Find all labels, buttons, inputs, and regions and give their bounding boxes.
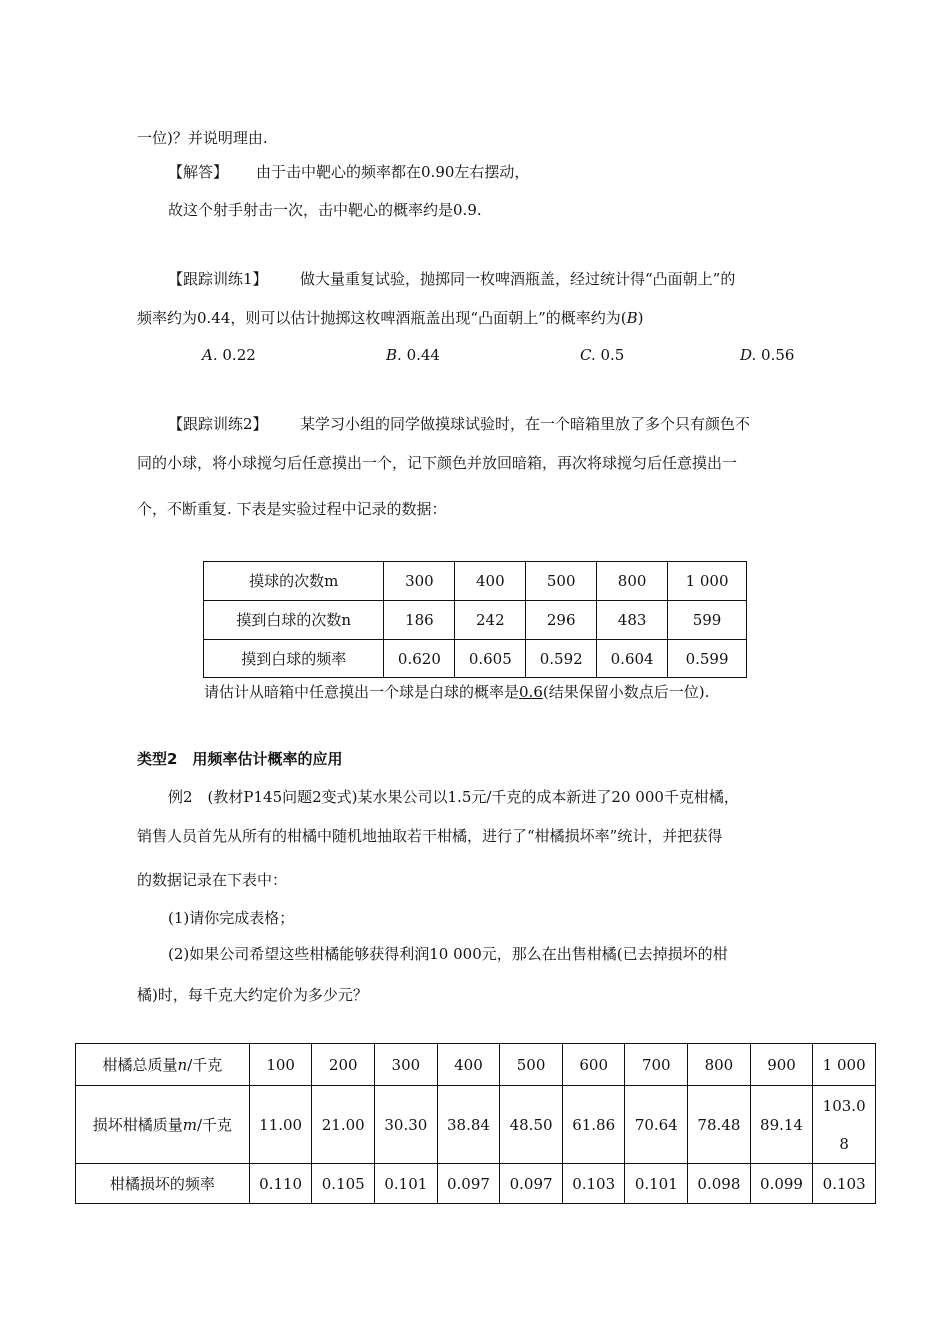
table-cell: 48.50	[500, 1086, 563, 1164]
table-cell: 600	[562, 1044, 625, 1086]
table-cell: 70.64	[625, 1086, 688, 1164]
option-d: D. 0.56	[740, 346, 795, 364]
experiment-table	[203, 561, 747, 678]
table-cell: 500	[526, 562, 597, 601]
text-span: 频率约为0.44，则可以估计抛掷这枚啤酒瓶盖出现“凸面朝上”的概率约为(	[137, 309, 627, 327]
section-heading: 类型2 用频率估计概率的应用	[137, 750, 343, 768]
text-line: 例2 (教材P145问题2变式)某水果公司以1.5元/千克的成本新进了20 000千克柑橘，	[168, 788, 739, 806]
text-line: 某学习小组的同学做摸球试验时，在一个暗箱里放了多个只有颜色不	[300, 415, 751, 433]
option-c: C. 0.5	[580, 346, 625, 364]
text-line: 故这个射手射击一次，击中靶心的概率约是0.9.	[168, 201, 482, 219]
answer-value: 0.6	[519, 683, 543, 701]
table-cell: 0.099	[750, 1164, 813, 1204]
table-cell: 21.00	[312, 1086, 375, 1164]
text-line: 同的小球，将小球搅匀后任意摸出一个，记下颜色并放回暗箱，再次将球搅匀后任意摸出一	[137, 454, 738, 472]
table-cell: 0.620	[384, 640, 455, 678]
table-cell: 186	[384, 601, 455, 640]
table-cell: 800	[597, 562, 668, 601]
table-cell: 103.0 8	[813, 1086, 876, 1164]
table-cell: 柑橘总质量n/千克	[76, 1044, 250, 1086]
text-line: 个，不断重复. 下表是实验过程中记录的数据：	[137, 500, 447, 518]
table-cell: 0.604	[597, 640, 668, 678]
table-cell: 296	[526, 601, 597, 640]
table-cell: 摸到白球的频率	[204, 640, 384, 678]
question-1: (1)请你完成表格；	[168, 909, 295, 927]
table-cell: 摸到白球的次数n	[204, 601, 384, 640]
option-b: B. 0.44	[386, 346, 440, 364]
table-cell: 30.30	[375, 1086, 438, 1164]
text-line	[137, 307, 643, 329]
table-cell: 0.110	[249, 1164, 312, 1204]
text-line: 做大量重复试验，抛掷同一枚啤酒瓶盖，经过统计得“凸面朝上”的	[300, 270, 736, 288]
table-cell: 0.592	[526, 640, 597, 678]
table-cell: 483	[597, 601, 668, 640]
text-line: 橘)时，每千克大约定价为多少元？	[137, 986, 368, 1004]
text-span: )	[637, 309, 644, 327]
table-cell: 摸球的次数m	[204, 562, 384, 601]
table-cell: 300	[384, 562, 455, 601]
text-line: 请估计从暗箱中任意摸出一个球是白球的概率是0.6(结果保留小数点后一位).	[204, 683, 710, 701]
table-cell: 38.84	[437, 1086, 500, 1164]
answer-letter: B	[626, 309, 638, 327]
table-cell: 800	[688, 1044, 751, 1086]
text-line: 由于击中靶心的频率都在0.90左右摆动，	[256, 163, 530, 181]
table-cell: 0.599	[668, 640, 747, 678]
table-cell: 61.86	[562, 1086, 625, 1164]
table-cell: 0.098	[688, 1164, 751, 1204]
table-cell: 柑橘损坏的频率	[76, 1164, 250, 1204]
table-cell: 0.103	[813, 1164, 876, 1204]
text-line: 销售人员首先从所有的柑橘中随机地抽取若干柑橘，进行了“柑橘损坏率”统计，并把获得	[137, 827, 723, 845]
practice-tag: 【跟踪训练1】	[168, 270, 268, 288]
option-a: A. 0.22	[202, 346, 256, 364]
answer-tag: 【解答】	[168, 163, 229, 181]
text-line: 的数据记录在下表中：	[137, 871, 288, 889]
table-cell: 0.103	[562, 1164, 625, 1204]
table-cell: 599	[668, 601, 747, 640]
table-cell: 0.101	[375, 1164, 438, 1204]
table-cell: 200	[312, 1044, 375, 1086]
table-cell: 300	[375, 1044, 438, 1086]
table-cell: 1 000	[668, 562, 747, 601]
table-cell: 700	[625, 1044, 688, 1086]
table-cell: 900	[750, 1044, 813, 1086]
table-cell: 0.101	[625, 1164, 688, 1204]
table-cell: 242	[455, 601, 526, 640]
table-cell: 500	[500, 1044, 563, 1086]
text-line: 一位)？并说明理由.	[137, 129, 268, 147]
table-cell: 400	[455, 562, 526, 601]
table-cell: 89.14	[750, 1086, 813, 1164]
practice-tag: 【跟踪训练2】	[168, 415, 268, 433]
question-2: (2)如果公司希望这些柑橘能够获得利润10 000元，那么在出售柑橘(已去掉损坏的柑	[168, 945, 728, 963]
table-cell: 0.097	[437, 1164, 500, 1204]
table-cell: 0.605	[455, 640, 526, 678]
table-cell: 100	[249, 1044, 312, 1086]
table-cell: 11.00	[249, 1086, 312, 1164]
table-cell: 400	[437, 1044, 500, 1086]
table-cell: 损坏柑橘质量m/千克	[76, 1086, 250, 1164]
table-cell: 78.48	[688, 1086, 751, 1164]
table-cell: 0.097	[500, 1164, 563, 1204]
table-cell: 0.105	[312, 1164, 375, 1204]
table-cell: 1 000	[813, 1044, 876, 1086]
orange-table	[75, 1043, 876, 1204]
